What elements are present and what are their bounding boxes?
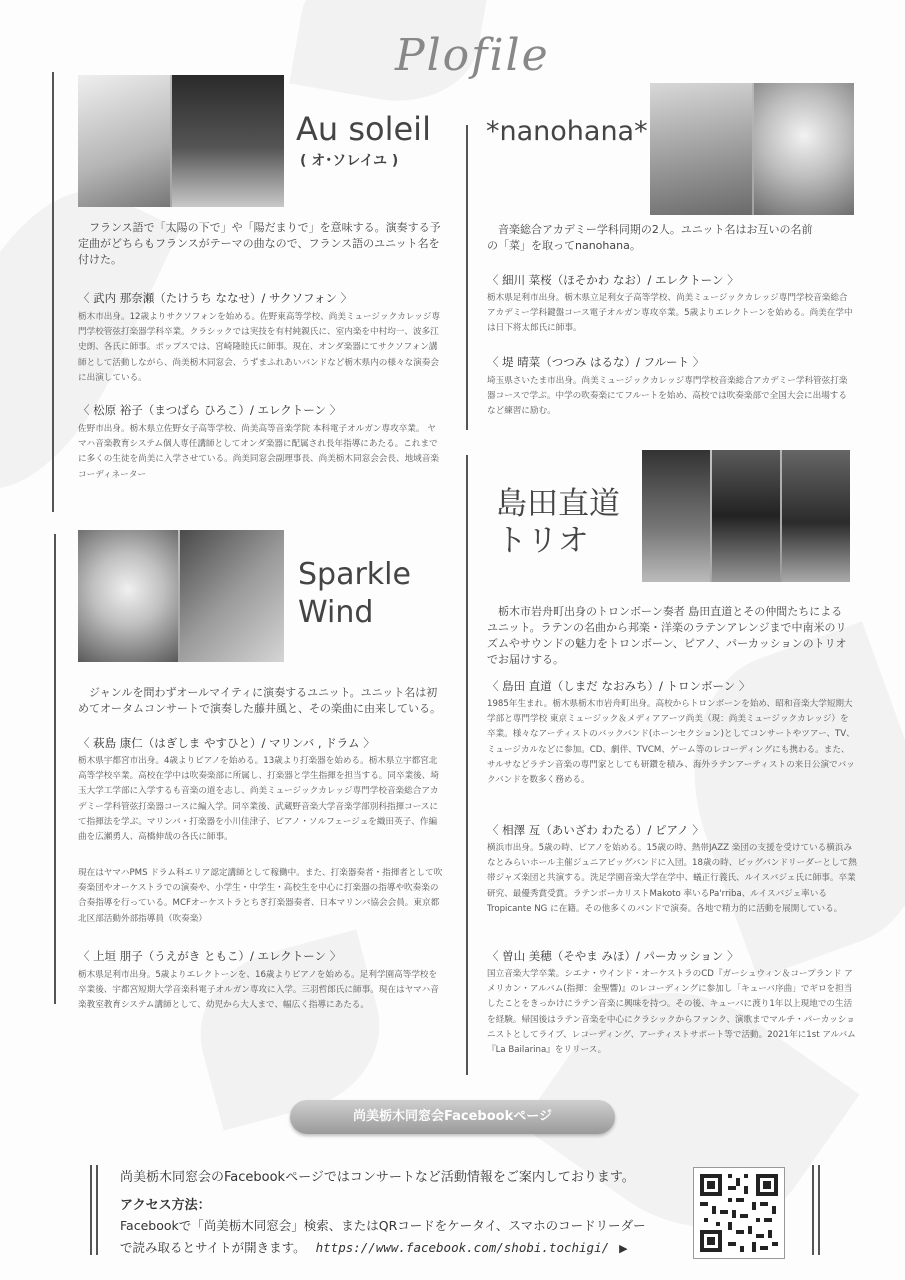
nanohana-member1-heading: 〈 細川 菜桜（ほそかわ なお）/ エレクトーン 〉	[487, 273, 739, 287]
sparkle-name-line1: Sparkle	[298, 557, 411, 592]
nanohana-member2-bio: 埼玉県さいたま市出身。尚美ミュージックカレッジ専門学校音楽総合アカデミー学科管弦打楽器コースで学ぶ。中学の吹奏楽にてフルートを始め、高校では吹奏楽部で全国大会に出場するなど練習に励む。	[487, 376, 848, 417]
access-instructions: Facebookで「尚美栃木同窓会」検索、またはQRコードをケータイ、スマホのコードリーダー	[120, 1218, 646, 1233]
facebook-info-text: 尚美栃木同窓会のFacebookページではコンサートなど活動情報をご案内しております。	[120, 1170, 635, 1185]
organist-with-mascot-photo	[180, 530, 284, 662]
footer-bracket-left	[96, 1165, 98, 1255]
shimada-member3-heading: 〈 曽山 美穂（そやま みほ）/ パーカッション 〉	[487, 949, 739, 963]
ausoleil-member2-heading: 〈 松原 裕子（まつばら ひろこ）/ エレクトーン 〉	[78, 403, 342, 417]
page-title: Plofile	[395, 30, 550, 81]
shimada-member2-bio: 横浜市出身。5歳の時、ピアノを始める。15歳の時、熱帯JAZZ 楽団の支援を受けている横浜みなとみらいホール主催ジュニアビッグバンドに入団。18歳の時、ビッグバンドリーダーとして熱帯ジャズ楽団と共演する。洗足学園音楽大学在学中、蟻正行義氏、ルイスバジェ氏に師事。卒業研究、最優秀賞受賞。ラテンボーカリストMakoto 率いるPa'rriba、ルイスバジェ率いるTropicante NG に在籍。その他多くのバンドで演奏。各地で精力的に活動を展開している。	[487, 843, 857, 914]
sparkle-member1-bio-2: 現在はヤマハPMS ドラム科エリア認定講師として稼働中。また、打楽器奏者・指揮者として吹奏楽団やオーケストラでの演奏や、小学生・中学生・高校生を中心に打楽器の指導や吹奏楽の合奏指導を行っている。MCFオーケストラとちぎ打楽器奏者、日本マリンバ協会会員。東京都北区部活動外部指導員（吹奏楽）	[78, 868, 443, 924]
percussionist-portrait	[78, 530, 178, 662]
pianist-photo	[712, 450, 780, 582]
saxophonist-photo	[78, 75, 170, 207]
trombonist-photo	[642, 450, 710, 582]
sparkle-member1-bio: 栃木県宇都宮市出身。4歳よりピアノを始める。13歳より打楽器を始める。栃木県立宇都宮北高等学校卒業。高校在学中は吹奏楽部に所属し、打楽器と学生指揮を担当する。同卒業後、埼玉大学工学部に入学するも音楽の道を志し、尚美ミュージックカレッジ専門学校音楽総合アカデミー学科管弦打楽器コースに編入学。同卒業後、武蔵野音楽大学音楽学部別科指揮コースにて指揮法を学ぶ。マリンバ・打楽器を小川佳津子、ピアノ・ソルフェージュを織田英子、作編曲を広瀬勇人、高橋伸哉の各氏に師事。	[78, 756, 439, 843]
footer-bracket-left	[90, 1165, 92, 1255]
footer-bracket-right	[818, 1165, 820, 1255]
shimada-name-line1: 島田直道	[496, 486, 620, 522]
nanohana-intro: 音楽総合アカデミー学科同期の2人。ユニット名はお互いの名前の「菜」を取ってnanohana。	[487, 223, 813, 252]
ausoleil-member1-bio: 栃木市出身。12歳よりサクソフォンを始める。佐野東高等学校、尚美ミュージックカレッジ専門学校管弦打楽器学科卒業。クラシックでは実技を有村純親氏に、室内楽を中村均一、波多江史朗、各氏に師事。ポップスでは、宮崎隆睦氏に師事。現在、オンダ楽器にてサクソフォン講師として活動しながら、尚美栃木同窓会、うずまふれあいバンドなど栃木県内の様々な演奏会に出演している。	[78, 312, 441, 383]
footer-bracket-right	[812, 1165, 814, 1255]
shimada-intro: 栃木市岩舟町出身のトロンボーン奏者 島田直道とその仲間たちによるユニット。ラテンの名曲から邦楽・洋楽のラテンアレンジまで中南米のリズムやサウンドの魅力をトロンボーン、ピアノ、パーカッションのトリオでお届けする。	[487, 605, 847, 666]
access-instructions-2	[120, 1238, 628, 1256]
sparkle-name-line2: Wind	[298, 595, 374, 630]
ausoleil-member2-bio: 佐野市出身。栃木県立佐野女子高等学校、尚美高等音楽学院 本科電子オルガン専攻卒業。 ヤマハ音楽教育システム個人専任講師としてオンダ楽器に配属され長年指導にあたる。これまでに多くの生徒を尚美に入学させている。尚美同窓会副理事長、尚美栃木同窓会会長、地域音楽コーディネーター	[78, 424, 439, 480]
shimada-member2-heading: 〈 相澤 亙（あいざわ わたる）/ ピアノ 〉	[487, 823, 704, 837]
access-label-colon: ：	[197, 1198, 211, 1213]
nanohana-member1-bio: 栃木県足利市出身。栃木県立足利女子高等学校、尚美ミュージックカレッジ専門学校音楽総合アカデミー学科鍵盤コース電子オルガン専攻卒業。5歳よりエレクトーンを始める。尚美在学中は日下将太郎氏に師事。	[487, 293, 853, 334]
shimada-photo	[642, 450, 850, 582]
percussionist-photo	[782, 450, 850, 582]
sparkle-photo	[78, 530, 284, 662]
facebook-page-button[interactable]: 尚美栃木同窓会Facebookページ	[290, 1100, 615, 1134]
ausoleil-kana: ( オ･ソレイユ )	[300, 153, 399, 169]
shimada-member1-bio: 1985年生まれ。栃木県栃木市岩舟町出身。高校からトロンボーンを始め、昭和音楽大学短期大学部と専門学校 東京ミュージック＆メディアアーツ尚美（現：尚美ミュージックカレッジ）を卒業。様々なアーティストのバックバンド(ホーンセクション)としてコンサートやツアー、TV、ミュージカルなどに参加。CD、劇伴、TVCM、ゲーム等のレコーディングにも携わる。また、サルサなどラテン音楽の専門家としても研鑽を積み、海外ラテンアーティストの来日公演でバックバンドを数多く務める。	[487, 699, 855, 786]
shimada-member1-heading: 〈 島田 直道（しまだ なおみち）/ トロンボーン 〉	[487, 679, 751, 693]
ausoleil-photo	[78, 75, 284, 207]
sparkle-intro: ジャンルを問わずオールマイティに演奏するユニット。ユニット名は初めてオータムコンサートで演奏した藤井風と、その楽曲に由来している。	[78, 686, 441, 715]
flutist-photo	[650, 83, 752, 215]
shimada-member3-bio: 国立音楽大学卒業。シエナ・ウインド・オーケストラのCD『ガーシュウィン＆コープランド アメリカン・アルバム(指揮：金聖響)』のレコーディングに参加し「キューバ序曲」でギロを担当したことをきっかけにラテン音楽に興味を持つ。その後、キューバに渡り1年以上現地での生活を経験。帰国後はラテン音楽を中心にクラシックからファンク、演歌までマルチ・パーカッショニストとしてライブ、レコーディング、アーティストサポート等で活動。2021年に1st アルバム『La Bailarina』をリリース。	[487, 969, 856, 1056]
facebook-url-link[interactable]: https://www.facebook.com/shobi.tochigi/	[315, 1240, 610, 1255]
background-leaf	[655, 621, 905, 978]
qr-code[interactable]	[693, 1167, 785, 1259]
ausoleil-intro: フランス語で「太陽の下で」や「陽だまりで」を意味する。演奏する予定曲がどちらもフランスがテーマの曲なので、フランス語のユニット名を付けた。	[78, 221, 441, 266]
sparkle-member2-bio: 栃木県足利市出身。5歳よりエレクトーンを、16歳よりピアノを始める。足利学園高等学校を卒業後、宇都宮短期大学音楽科電子オルガン専攻に入学。三羽哲郎氏に師事。現在はヤマハ音楽教室教育システム講師として、幼児から大人まで、幅広く指導にあたる。	[78, 970, 439, 1011]
access-instructions-end: で読み取るとサイトが開きます。	[120, 1240, 306, 1255]
section-divider	[54, 534, 56, 1004]
sparkle-member1-heading: 〈 萩島 康仁（はぎしま やすひと）/ マリンバ , ドラム 〉	[78, 736, 375, 750]
section-divider	[52, 72, 54, 512]
section-divider	[466, 125, 468, 430]
section-divider	[466, 455, 468, 1075]
organist-portrait	[754, 83, 854, 215]
ausoleil-name: Au soleil	[296, 110, 431, 148]
nanohana-photo	[650, 83, 854, 215]
nanohana-name: *nanohana*	[486, 116, 648, 147]
sparkle-member2-heading: 〈 上垣 朋子（うえがき ともこ）/ エレクトーン 〉	[78, 949, 342, 963]
arrow-icon: ▶	[619, 1242, 628, 1255]
qr-code-graphic	[694, 1168, 784, 1258]
ausoleil-member1-heading: 〈 武内 那奈瀬（たけうち ななせ）/ サクソフォン 〉	[78, 291, 353, 305]
organist-photo	[172, 75, 284, 207]
nanohana-member2-heading: 〈 堤 晴菜（つつみ はるな）/ フルート 〉	[487, 355, 705, 369]
access-label	[120, 1194, 211, 1213]
shimada-name-line2: トリオ	[496, 523, 589, 559]
access-label-text: アクセス方法	[120, 1198, 198, 1213]
